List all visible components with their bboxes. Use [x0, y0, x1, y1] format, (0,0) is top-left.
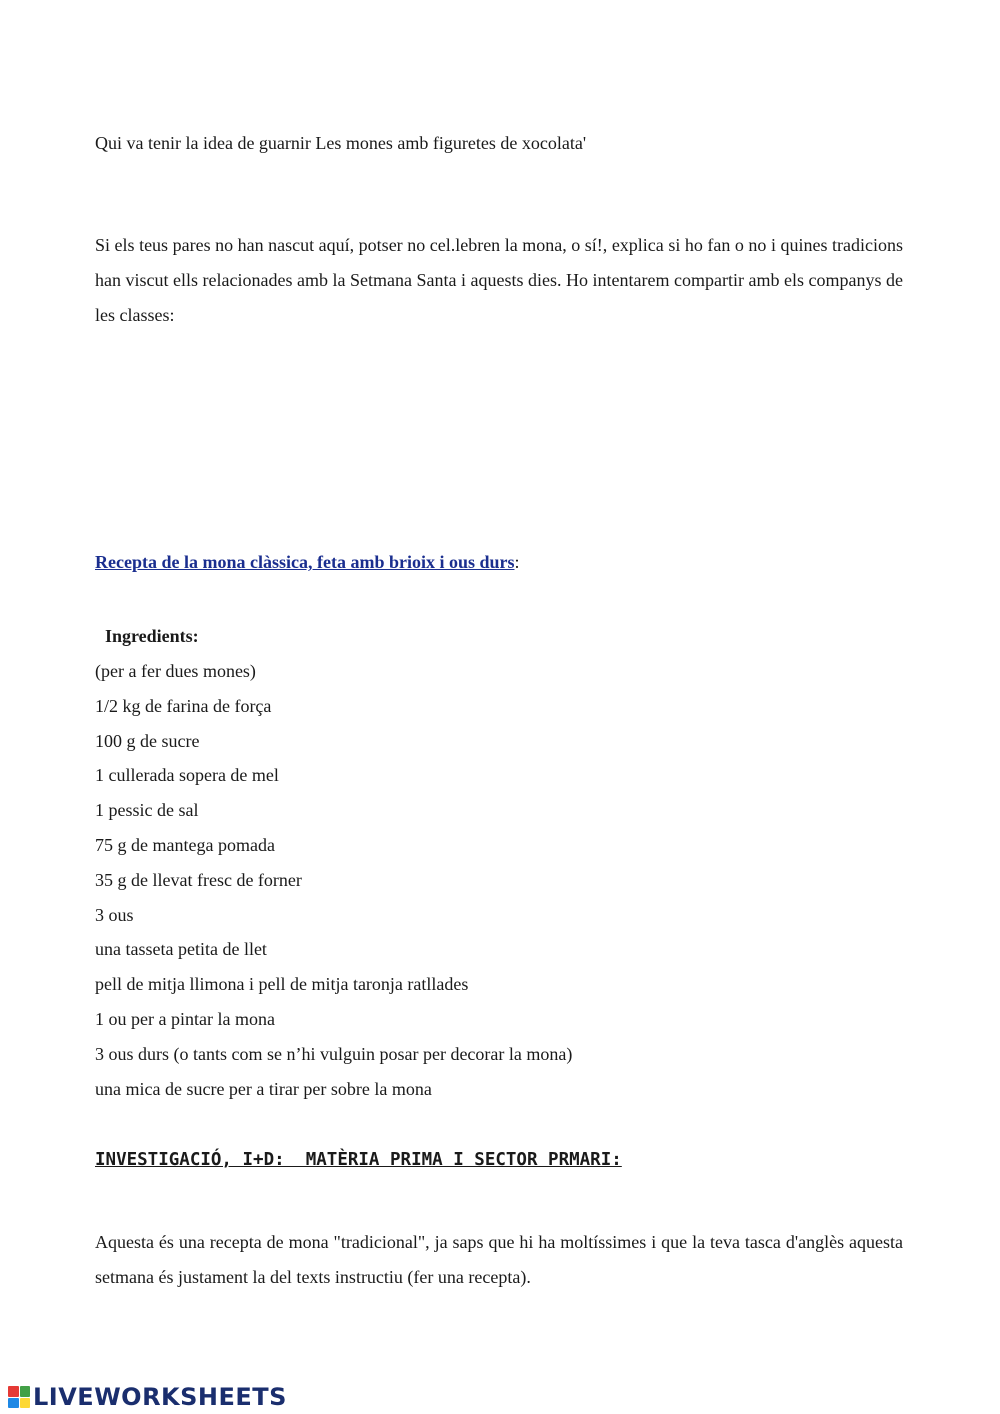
footer-brand: LIVEWORKSHEETS	[33, 1383, 287, 1411]
ingredient-line: 35 g de llevat fresc de forner	[95, 869, 302, 890]
ingredient-line: pell de mitja llimona i pell de mitja taronja ratllades	[95, 974, 469, 995]
ingredient-line: una tasseta petita de llet	[95, 939, 267, 960]
ingredient-line: una mica de sucre per a tirar per sobre la mona	[95, 1078, 432, 1099]
ingredient-line: (per a fer dues mones)	[95, 661, 256, 681]
ingredient-line: 3 ous	[95, 904, 134, 925]
recipe-title-link[interactable]: Recepta de la mona clàssica, feta amb brioix i ous durs	[95, 552, 515, 572]
ingredient-line: 75 g de mantega pomada	[95, 835, 275, 855]
footer-logo[interactable]	[8, 1380, 287, 1414]
ingredient-line: 100 g de sucre	[95, 730, 200, 751]
question-1: Qui va tenir la idea de guarnir Les mones amb figuretes de xocolata'	[95, 133, 587, 153]
ingredient-line: 1/2 kg de farina de força	[95, 695, 272, 716]
logo-square-yellow	[20, 1398, 31, 1409]
recipe-title-suffix: :	[514, 552, 520, 572]
closing-paragraph: Aquesta és una recepta de mona "tradicional", ja saps que hi ha moltíssimes i que la teva tasca d'anglès aquesta setmana és justament la del texts instructiu (fer una recepta).	[95, 1232, 903, 1287]
ingredient-line: 3 ous durs (o tants com se n’hi vulguin posar per decorar la mona)	[95, 1043, 573, 1064]
logo-square-green	[20, 1386, 31, 1397]
liveworksheets-logo-icon	[8, 1386, 30, 1408]
ingredient-line: 1 pessic de sal	[95, 800, 199, 821]
logo-square-blue	[8, 1398, 19, 1409]
ingredients-title: Ingredients:	[105, 626, 199, 646]
question-2: Si els teus pares no han nascut aquí, potser no cel.lebren la mona, o sí!, explica si ho fan o no i quines tradicions han viscut ells relacionades amb la Setmana Santa i aquests dies. Ho intentarem compartir amb els companys de les classes:	[95, 235, 903, 325]
recipe-title-line	[95, 550, 520, 574]
logo-square-red	[8, 1386, 19, 1397]
ingredient-line: 1 ou per a pintar la mona	[95, 1009, 275, 1029]
section-heading: INVESTIGACIÓ, I+D: MATÈRIA PRIMA I SECTOR PRMARI:	[95, 1150, 622, 1170]
ingredient-line: 1 cullerada sopera de mel	[95, 765, 279, 786]
